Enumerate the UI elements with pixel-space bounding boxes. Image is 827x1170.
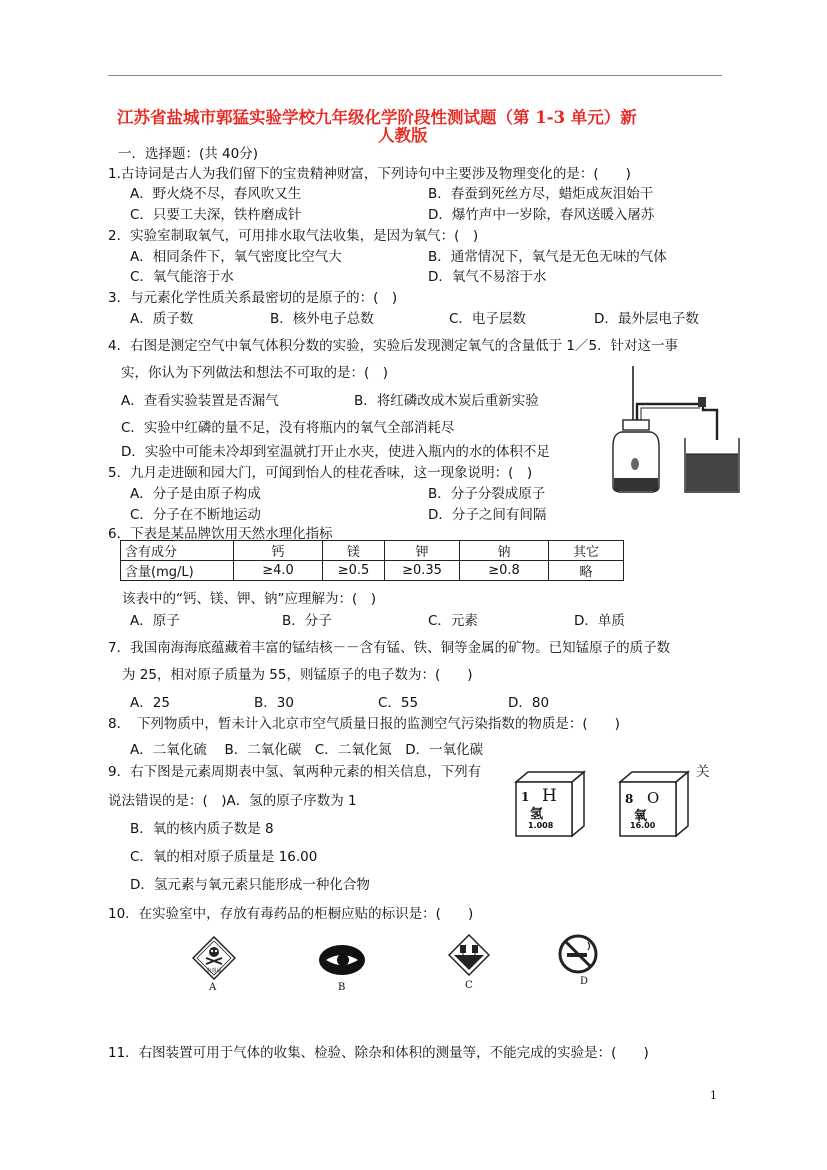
q3-option-b: B．核外电子总数 <box>270 311 374 327</box>
q9-option-c: C．氧的相对原子质量是 16.00 <box>130 849 318 865</box>
question-8: 8． 下列物质中，暂未计入北京市空气质量日报的监测空气污染指数的物质是：( ) <box>108 716 620 732</box>
q7-option-d: D．80 <box>508 695 550 711</box>
q2-option-c: C．氧气能溶于水 <box>130 269 234 285</box>
q7-option-b: B．30 <box>254 695 294 711</box>
sign-b <box>318 944 366 996</box>
sign-label: A <box>209 982 217 993</box>
sign-label: B <box>338 982 346 993</box>
table-cell: ≥4.0 <box>234 561 323 581</box>
q4-option-d: D．实验中可能未冷却到室温就打开止水夹，使进入瓶内的水的体积不足 <box>121 444 550 460</box>
question-7: 7．我国南海海底蕴藏着丰富的锰结核－－含有锰、铁、铜等金属的矿物。已知锰原子的质子数 <box>108 640 671 656</box>
q1-option-d: D．爆竹声中一岁除，春风送暖入屠苏 <box>428 207 655 223</box>
q5-option-d: D．分子之间有间隔 <box>428 507 547 523</box>
q8-options: A．二氧化硫 B．二氧化碳 C．二氧化氮 D．一氧化碳 <box>130 742 484 758</box>
corrosive-sign-c <box>448 934 490 996</box>
question-5: 5．九月走进颐和园大门，可闻到怡人的桂花香味，这一现象说明：( ) <box>108 465 533 481</box>
table-cell: 其它 <box>549 541 624 561</box>
q4-option-c: C．实验中红磷的量不足，没有将瓶内的氧气全部消耗尽 <box>121 420 455 436</box>
table-cell: 钙 <box>234 541 323 561</box>
atomic-mass: 16.00 <box>630 821 656 830</box>
q2-option-a: A．相同条件下，氧气密度比空气大 <box>130 249 342 265</box>
no-smoking-sign-d <box>558 934 602 990</box>
hydrogen-element-tile <box>508 770 588 840</box>
q6-option-c: C．元素 <box>428 613 478 629</box>
table-header-row <box>121 541 624 561</box>
q4-option-a: A．查看实验装置是否漏气 <box>121 393 279 409</box>
atomic-number: 8 <box>625 792 634 806</box>
question-1: 1.古诗词是古人为我们留下的宝贵精神财富，下列诗句中主要涉及物理变化的是：( ) <box>108 166 631 182</box>
toxic-diamond-icon <box>192 936 236 980</box>
sign-a-caption: 有毒品 <box>206 968 222 974</box>
no-smoking-icon <box>558 934 598 974</box>
question-2: 2．实验室制取氧气，可用排水取气法收集，是因为氧气：( ) <box>108 228 479 244</box>
question-4-cont: 实，你认为下列做法和想法不可取的是：( ) <box>121 365 389 381</box>
table-cell: 含量(mg/L) <box>121 561 234 581</box>
q2-option-b: B．通常情况下，氧气是无色无味的气体 <box>428 249 667 265</box>
sign-label: D <box>580 976 589 987</box>
oxygen-element-tile <box>614 770 694 840</box>
atomic-mass: 1.008 <box>528 821 554 830</box>
header-rule <box>108 75 722 76</box>
question-7-cont: 为 25，相对原子质量为 55，则锰原子的电子数为：( ) <box>122 667 473 683</box>
toxic-sign-a <box>192 936 236 996</box>
q6-option-d: D．单质 <box>574 613 625 629</box>
q6-option-a: A．原子 <box>130 613 180 629</box>
q7-option-c: C．55 <box>378 695 419 711</box>
table-row <box>121 561 624 581</box>
page-title-cont: 人教版 <box>378 126 428 145</box>
question-9-end: 关 <box>696 764 710 780</box>
q5-option-a: A．分子是由原子构成 <box>130 486 261 502</box>
oxygen-apparatus-figure <box>605 362 745 498</box>
table-cell: ≥0.8 <box>460 561 549 581</box>
q1-option-c: C．只要工夫深，铁杵磨成针 <box>130 207 302 223</box>
q9-option-b: B．氧的核内质子数是 8 <box>130 821 274 837</box>
section-heading: 一．选择题：(共 40分) <box>118 146 259 162</box>
question-4: 4．右图是测定空气中氧气体积分数的实验，实验后发现测定氧气的含量低于 1／5．针对这一事 <box>108 338 679 354</box>
table-cell: 镁 <box>323 541 385 561</box>
q6-followup: 该表中的“钙、镁、钾、钠”应理解为：( ) <box>122 591 377 607</box>
q5-option-b: B．分子分裂成原子 <box>428 486 546 502</box>
q1-option-b: B．春蚕到死丝方尽，蜡炬成灰泪始干 <box>428 186 654 202</box>
q5-option-c: C．分子在不断地运动 <box>130 507 261 523</box>
q3-option-a: A．质子数 <box>130 311 194 327</box>
question-9-cont: 说法错误的是：( )A．氢的原子序数为 1 <box>108 793 357 809</box>
q2-option-d: D．氧气不易溶于水 <box>428 269 547 285</box>
eye-symbol-icon <box>318 944 366 976</box>
table-cell: 钠 <box>460 541 549 561</box>
question-3: 3．与元素化学性质关系最密切的是原子的：( ) <box>108 290 398 306</box>
table-cell: ≥0.5 <box>323 561 385 581</box>
page-title: 江苏省盐城市郭猛实验学校九年级化学阶段性测试题（第 1-3 单元）新 <box>117 108 637 127</box>
element-symbol: H <box>542 786 557 806</box>
question-11: 11．右图装置可用于气体的收集、检验、除杂和体积的测量等，不能完成的实验是：( ) <box>108 1045 649 1061</box>
corrosive-diamond-icon <box>448 934 490 976</box>
q6-option-b: B．分子 <box>282 613 332 629</box>
q3-option-c: C．电子层数 <box>449 311 526 327</box>
q7-option-a: A．25 <box>130 695 170 711</box>
q4-option-b: B．将红磷改成木炭后重新实验 <box>354 393 539 409</box>
atomic-number: 1 <box>521 790 530 804</box>
q3-option-d: D．最外层电子数 <box>594 311 699 327</box>
table-cell: 含有成分 <box>121 541 234 561</box>
question-9: 9．右下图是元素周期表中氢、氧两种元素的相关信息，下列有 <box>108 764 482 780</box>
element-symbol: O <box>647 789 660 807</box>
q9-option-d: D．氢元素与氧元素只能形成一种化合物 <box>130 877 370 893</box>
table-cell: 略 <box>549 561 624 581</box>
question-6: 6．下表是某品牌饮用天然水理化指标 <box>108 526 333 542</box>
sign-label: C <box>465 980 473 991</box>
question-10: 10．在实验室中，存放有毒药品的柜橱应贴的标识是：( ) <box>108 906 474 922</box>
table-cell: 钾 <box>385 541 460 561</box>
element-name: 氢 <box>530 807 544 822</box>
page-number: 1 <box>710 1089 717 1102</box>
table-cell: ≥0.35 <box>385 561 460 581</box>
q1-option-a: A．野火烧不尽，春风吹又生 <box>130 186 302 202</box>
water-index-table <box>120 540 624 581</box>
element-name: 氧 <box>634 809 648 824</box>
